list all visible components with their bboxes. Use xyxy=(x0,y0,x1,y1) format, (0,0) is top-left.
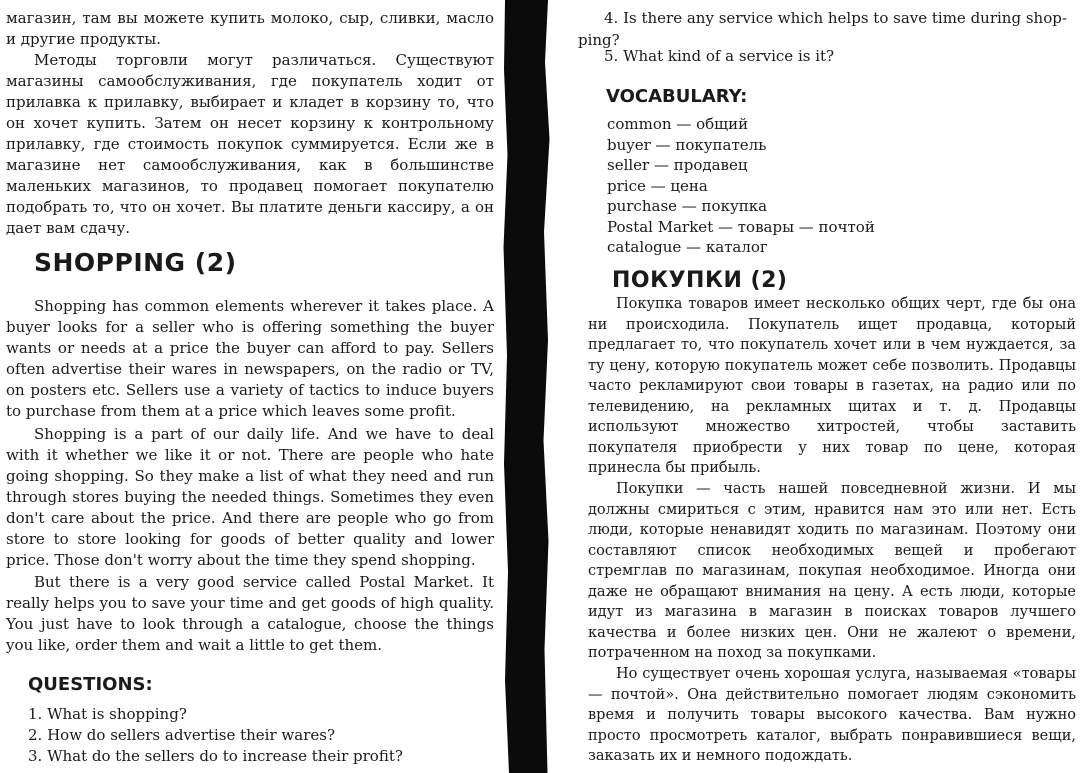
book-gutter-shadow xyxy=(502,0,552,773)
question-continuation: ping? xyxy=(578,31,620,49)
questions-heading: QUESTIONS: xyxy=(28,674,153,695)
shopping-heading: SHOPPING (2) xyxy=(34,248,237,277)
vocabulary-heading: VOCABULARY: xyxy=(606,86,748,107)
pokupki-paragraph-2: Покупки — часть нашей повседневной жизни. И мы должны смириться с этим, нравится нам это или нет. Есть люди, которые ненавидят ходить по магазинам. Поэтому они составляют список необходимых вещей и пробегают стремглав по магазинам, покупая необходимое. Иногда они даже не обращают внимания на цену. А есть люди, которые идут из магазина в магазин в поисках товаров лучшего качества и более низких цен. Они не жалеют о времени, потраченном на поход за покупками. xyxy=(588,481,1076,661)
shopping-paragraph-1: Shopping has common elements wherever it takes place. A buyer looks for a seller who is offering something the buyer wants or needs at a price the buyer can afford to pay. Sellers often advertise their wares in newspapers, on the radio or TV, on posters etc. Sellers use a variety of tactics to induce buyers to purchase from them at a price which leaves some profit. xyxy=(6,297,494,420)
vocabulary-item: buyer — покупатель xyxy=(607,135,767,154)
vocabulary-item: common — общий xyxy=(607,115,749,133)
question-item: 1. What is shopping? xyxy=(28,705,187,723)
question-item: 4. Is there any service which helps to save time during shop- xyxy=(604,9,1067,27)
vocabulary-item: purchase — покупка xyxy=(607,197,768,215)
questions-list xyxy=(28,704,498,767)
shopping-paragraph-2: Shopping is a part of our daily life. And we have to deal with it whether we like it or not. There are people who hate going shopping. So they make a list of what they need and run through stores buying the needed things. Sometimes they even don't care about the price. And there are people who go from store to store looking for goods of better quality and lower price. Those don't worry about the time they spend shopping. xyxy=(6,425,494,569)
pokupki-paragraph-1: Покупка товаров имеет несколько общих черт, где бы она ни происходила. Покупатель ищет продавца, который предлагает то, что покупатель хочет или в чем нуждается, за ту цену, которую покупатель может себе позволить. Продавцы часто рекламируют свои товары в газетах, на радио или по телевидению, на рекламных щитах и т. д. Продавцы используют множество хитростей, чтобы заставить покупателя приобрести у них товар по цене, которая принесла бы прибыль. xyxy=(588,296,1076,476)
question-item: 2. How do sellers advertise their wares? xyxy=(28,726,335,744)
intro-paragraph-1: магазин, там вы можете купить молоко, сыр, сливки, масло и другие продукты. xyxy=(6,9,494,48)
pokupki-heading: ПОКУПКИ (2) xyxy=(612,268,788,293)
left-page xyxy=(0,0,505,773)
vocabulary-item: seller — продавец xyxy=(607,156,748,174)
question-item: 3. What do the sellers do to increase their profit? xyxy=(28,747,403,765)
shopping-paragraph-3: But there is a very good service called Postal Market. It really helps you to save your time and get goods of high quality. You just have to look through a catalogue, choose the things you like, order them and wait a little to get them. xyxy=(6,573,494,654)
intro-paragraph-2: Методы торговли могут различаться. Существуют магазины самообслуживания, где покупатель ходит от прилавка к прилавку, выбирает и кладет в корзину то, что он хочет купить. Затем он несет корзину к контрольному прилавку, где стоимость покупок суммируется. Если же в магазине нет самообслуживания, как в большинстве маленьких магазинов, то продавец помогает покупателю подобрать то, что он хочет. Вы платите деньги кассиру, а он дает вам сдачу. xyxy=(6,51,494,237)
pokupki-paragraph-3: Но существует очень хорошая услуга, называемая «товары — почтой». Она действительно помогает людям сэкономить время и получить товары высокого качества. Вам нужно просто просмотреть каталог, выбрать понравившиеся вещи, заказать их и немного подождать. xyxy=(588,666,1076,764)
question-item: 5. What kind of a service is it? xyxy=(604,47,835,65)
right-page xyxy=(548,0,1084,773)
vocabulary-item: catalogue — каталог xyxy=(607,238,768,256)
vocabulary-item: Postal Market — товары — почтой xyxy=(607,217,875,236)
vocabulary-item: price — цена xyxy=(607,176,708,195)
vocabulary-list xyxy=(607,114,1067,258)
